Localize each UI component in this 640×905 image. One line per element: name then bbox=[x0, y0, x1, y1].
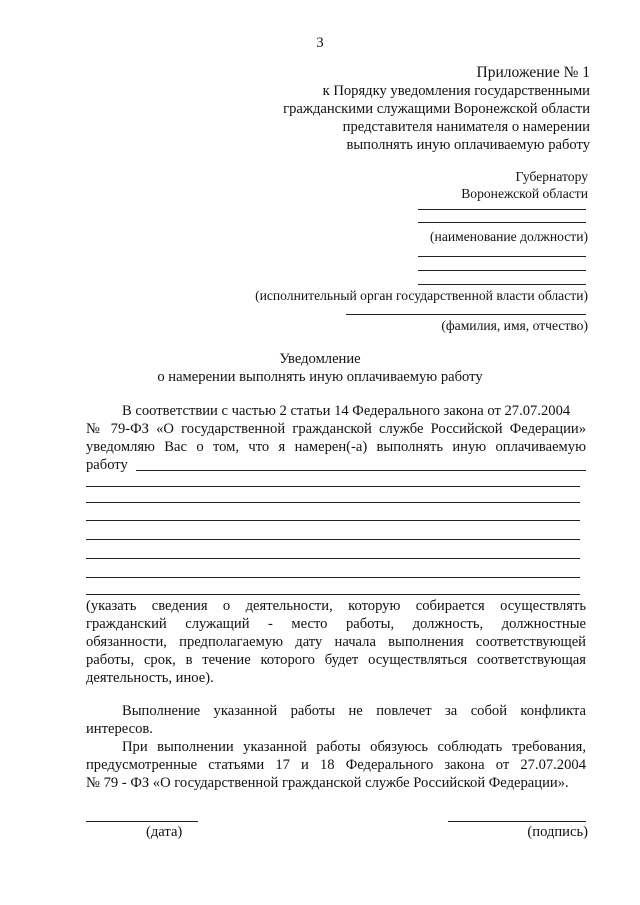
fill-line bbox=[86, 502, 580, 503]
signature-caption: (подпись) bbox=[527, 824, 588, 840]
hint-text: работы, срок, в течение которого будет осуществляться соответствующая bbox=[86, 652, 586, 668]
addressee-governor: Губернатору bbox=[515, 169, 588, 184]
body-text: Выполнение указанной работы не повлечет за собой конфликта bbox=[122, 703, 586, 719]
body-text: № 79-ФЗ «О государственной гражданской службе Российской Федерации» bbox=[86, 421, 586, 437]
appendix-line: гражданскими служащими Воронежской области bbox=[283, 101, 590, 117]
signature-line bbox=[448, 821, 586, 822]
body-text: работу bbox=[86, 457, 128, 473]
appendix-line: представителя нанимателя о намерении bbox=[342, 119, 590, 135]
position-caption: (наименование должности) bbox=[430, 229, 588, 244]
fill-line bbox=[86, 520, 580, 521]
appendix-title: Приложение № 1 bbox=[476, 64, 590, 81]
body-text: При выполнении указанной работы обязуюсь соблюдать требования, bbox=[122, 739, 586, 755]
date-caption: (дата) bbox=[146, 824, 183, 840]
body-text: интересов. bbox=[86, 721, 153, 737]
addressee-region: Воронежской области bbox=[461, 186, 588, 201]
fill-line bbox=[86, 594, 580, 595]
blank-line bbox=[418, 209, 586, 210]
blank-line bbox=[346, 314, 586, 315]
fill-line bbox=[136, 470, 586, 471]
organ-caption: (исполнительный орган государственной власти области) bbox=[255, 288, 588, 303]
hint-text: обязанности, предполагаемую дату начала выполнения соответствующей bbox=[86, 634, 586, 650]
body-text: предусмотренные статьями 17 и 18 Федерального закона от 27.07.2004 bbox=[86, 757, 586, 773]
blank-line bbox=[418, 270, 586, 271]
document-title: Уведомление bbox=[279, 351, 361, 367]
blank-line bbox=[418, 222, 586, 223]
hint-text: (указать сведения о деятельности, которую собирается осуществлять bbox=[86, 598, 586, 614]
hint-text: гражданский служащий - место работы, должность, должностные bbox=[86, 616, 586, 632]
fill-line bbox=[86, 577, 580, 578]
body-text: уведомляю Вас о том, что я намерен(-а) выполнять иную оплачиваемую bbox=[86, 439, 586, 455]
document-subtitle: о намерении выполнять иную оплачиваемую работу bbox=[157, 369, 483, 385]
blank-line bbox=[418, 284, 586, 285]
blank-line bbox=[418, 256, 586, 257]
name-caption: (фамилия, имя, отчество) bbox=[441, 318, 588, 333]
date-line bbox=[86, 821, 198, 822]
body-text: № 79 - ФЗ «О государственной гражданской службе Российской Федерации». bbox=[86, 775, 569, 791]
fill-line bbox=[86, 558, 580, 559]
fill-line bbox=[86, 539, 580, 540]
fill-line bbox=[86, 486, 580, 487]
page-number: 3 bbox=[316, 35, 324, 51]
hint-text: деятельность, иное). bbox=[86, 670, 214, 686]
appendix-line: выполнять иную оплачиваемую работу bbox=[346, 137, 590, 153]
body-text: В соответствии с частью 2 статьи 14 Федерального закона от 27.07.2004 bbox=[122, 403, 571, 419]
appendix-line: к Порядку уведомления государственными bbox=[322, 83, 590, 99]
